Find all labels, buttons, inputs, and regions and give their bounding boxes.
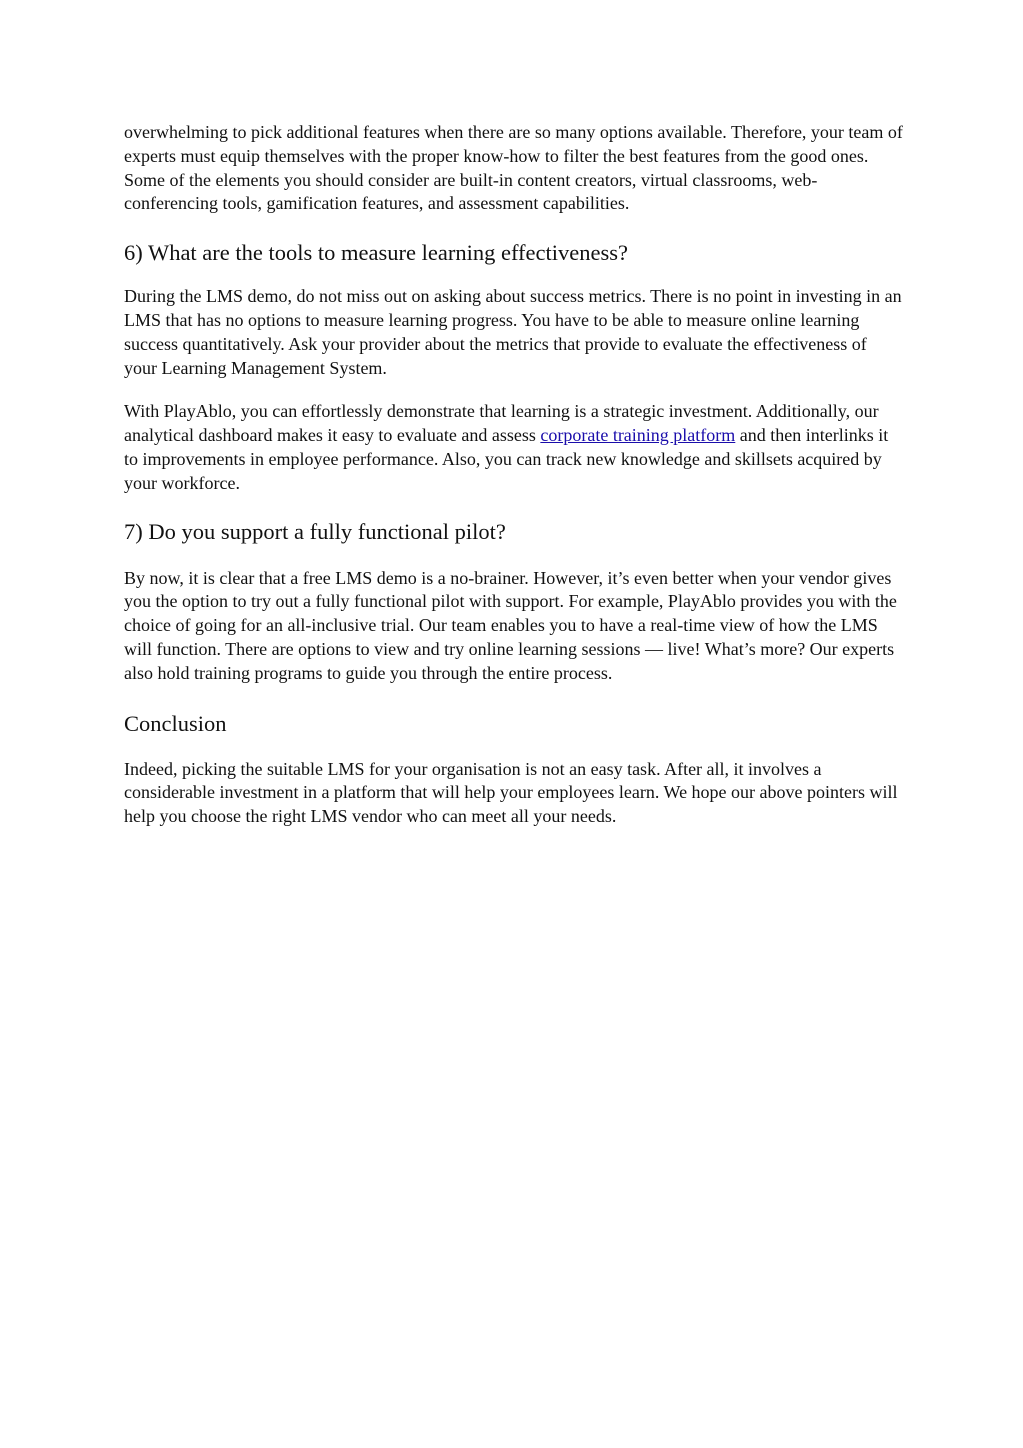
section-7-heading: 7) Do you support a fully functional pilot? [124, 518, 506, 544]
section-6-paragraph-2 [124, 400, 904, 495]
corporate-training-platform-link[interactable]: corporate training platform [540, 425, 736, 446]
conclusion-paragraph: Indeed, picking the suitable LMS for your organisation is not an easy task. After all, it involves a considerable investment in a platform that will help your employees learn. We hope our above pointers will help you choose the right LMS vendor who can meet all your needs. [124, 758, 898, 827]
section-7-paragraph: By now, it is clear that a free LMS demo is a no-brainer. However, it’s even better when your vendor gives you the option to try out a fully functional pilot with support. For example, PlayAblo provides you with the choice of going for an all-inclusive trial. Our team enables you to have a real-time view of how the LMS will function. There are options to view and try online learning sessions — live! What’s more? Our experts also hold training programs to guide you through the entire process. [124, 567, 897, 683]
paragraph-text: and then interlinks it to improvements in employee performance. Also, you can track new knowledge and skillsets acquired by your workforce. [124, 425, 889, 493]
conclusion-heading: Conclusion [124, 710, 227, 736]
paragraph-text: With PlayAblo, you can effortlessly demonstrate that learning is a strategic investment. Additionally, our analytical dashboard makes it easy to evaluate and assess [124, 401, 879, 446]
section-6-paragraph-1: During the LMS demo, do not miss out on asking about success metrics. There is no point in investing in an LMS that has no options to measure learning progress. You have to be able to measure online learning success quantitatively. Ask your provider about the metrics that provide to evaluate the effectiveness of your Learning Management System. [124, 286, 902, 378]
intro-paragraph: overwhelming to pick additional features when there are so many options available. Therefore, your team of experts must equip themselves with the proper know-how to filter the best features from the good ones. Some of the elements you should consider are built-in content creators, virtual classrooms, web-conferencing tools, gamification features, and assessment capabilities. [124, 122, 903, 214]
document-page [124, 121, 904, 829]
section-6-heading: 6) What are the tools to measure learning effectiveness? [124, 240, 628, 266]
